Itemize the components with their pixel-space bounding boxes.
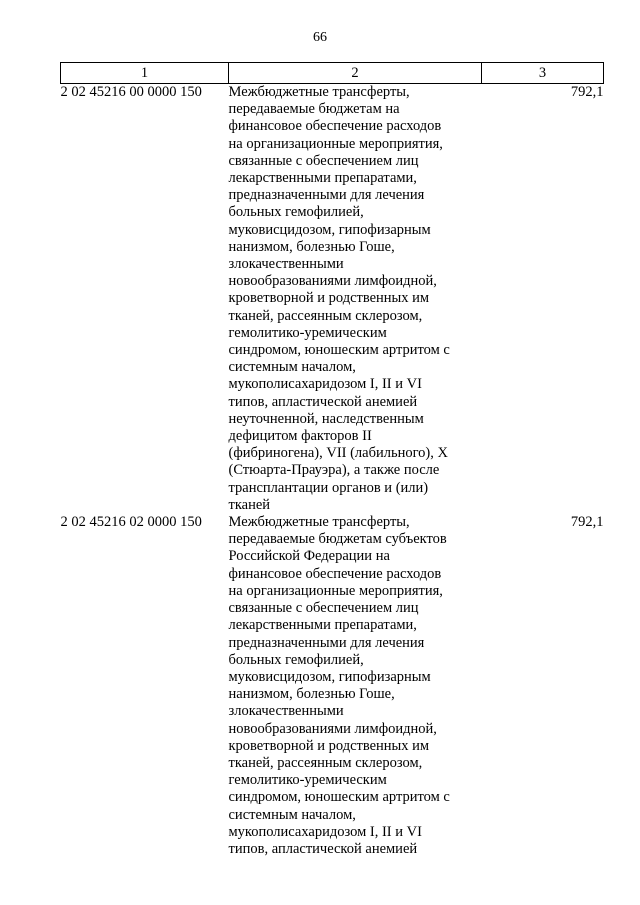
description-line: синдромом, юношеским артритом с [228, 789, 450, 806]
description-line: трансплантации органов и (или) [228, 479, 429, 496]
description-line: системным началом, [228, 359, 356, 376]
description-line: кроветворной и родственных им [228, 290, 430, 307]
description-line: мукополисахаридозом I, II и VI [228, 823, 422, 840]
description-line: системным началом, [228, 806, 356, 823]
description-line: нанизмом, болезнью Гоше, [228, 686, 395, 703]
description-line: тканей, рассеянным склерозом, [228, 754, 423, 771]
description-line: муковисцидозом, гипофизарным [228, 221, 431, 238]
description-line: больных гемофилией, [228, 651, 364, 668]
description-line: тканей [228, 496, 271, 513]
description-line: нанизмом, болезнью Гоше, [228, 238, 395, 255]
description-line: кроветворной и родственных им [228, 737, 430, 754]
description-line: Российской Федерации на [228, 548, 390, 565]
description [229, 84, 482, 515]
description-line: (фибриногена), VII (лабильного), X [228, 445, 448, 462]
description-line: предназначенными для лечения [228, 634, 425, 651]
column-header-3: 3 [482, 63, 604, 84]
description-line: типов, апластической анемией [228, 840, 418, 857]
amount: 792,1 [570, 514, 604, 531]
description-line: новообразованиями лимфоидной, [228, 273, 437, 290]
description-line: синдромом, юношеским артритом с [228, 342, 450, 359]
description-line: неуточненной, наследственным [228, 410, 424, 427]
description-line: злокачественными [228, 256, 344, 273]
description-line: (Стюарта-Прауэра), а также после [228, 462, 440, 479]
description [229, 514, 482, 858]
table-body [61, 84, 604, 859]
description-line: типов, апластической анемией [228, 393, 418, 410]
description-line: связанные с обеспечением лиц [228, 152, 419, 169]
description-line: связанные с обеспечением лиц [228, 600, 419, 617]
table-row [61, 514, 604, 858]
description-line: предназначенными для лечения [228, 187, 425, 204]
description-line: на организационные мероприятия, [228, 582, 443, 599]
description-line: финансовое обеспечение расходов [228, 118, 442, 135]
description-line: дефицитом факторов II [228, 428, 372, 445]
description-line: больных гемофилией, [228, 204, 364, 221]
budget-table [60, 62, 604, 858]
description-line: на организационные мероприятия, [228, 135, 443, 152]
description-line: финансовое обеспечение расходов [228, 565, 442, 582]
description-line: гемолитико-уремическим [228, 772, 387, 789]
description-line: передаваемые бюджетам на [228, 101, 400, 118]
budget-code: 2 02 45216 02 0000 150 [60, 514, 202, 531]
description-line: Межбюджетные трансферты, [228, 84, 410, 100]
description-line: передаваемые бюджетам субъектов [228, 531, 447, 548]
description-line: мукополисахаридозом I, II и VI [228, 376, 422, 393]
description-line: Межбюджетные трансферты, [228, 514, 410, 531]
description-line: тканей, рассеянным склерозом, [228, 307, 423, 324]
description-line: новообразованиями лимфоидной, [228, 720, 437, 737]
description-line: муковисцидозом, гипофизарным [228, 668, 431, 685]
table-row [61, 84, 604, 515]
column-header-2: 2 [229, 63, 482, 84]
description-line: лекарственными препаратами, [228, 170, 417, 187]
description-line: лекарственными препаратами, [228, 617, 417, 634]
table-header-row [61, 63, 604, 84]
page-number: 66 [313, 30, 327, 45]
description-line: гемолитико-уремическим [228, 324, 387, 341]
description-line: злокачественными [228, 703, 344, 720]
budget-code: 2 02 45216 00 0000 150 [60, 84, 202, 100]
column-header-1: 1 [61, 63, 229, 84]
amount: 792,1 [570, 84, 604, 100]
